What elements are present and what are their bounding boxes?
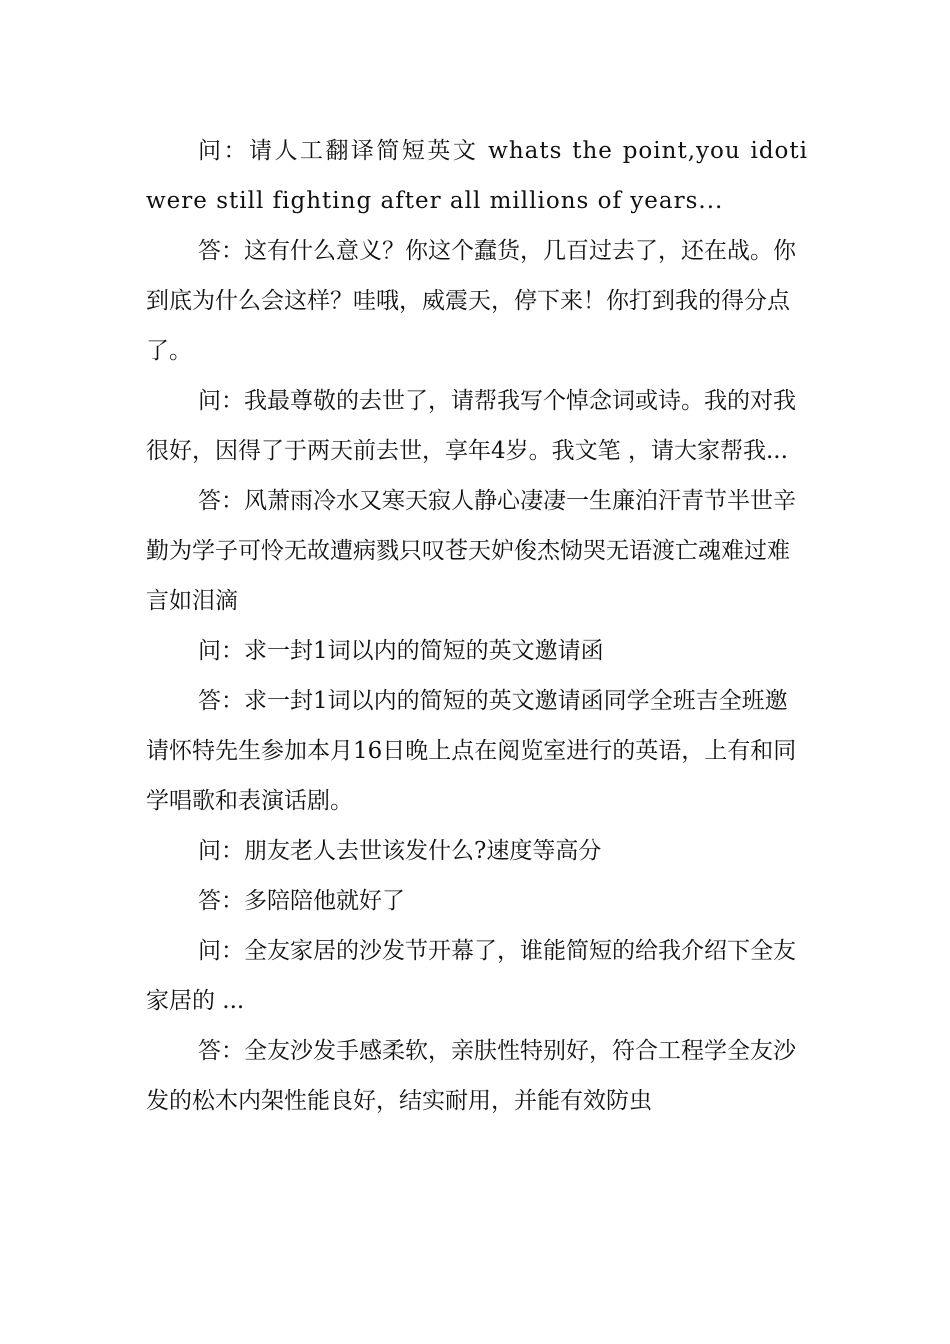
document-body xyxy=(146,126,808,1126)
answer-paragraph: 答：这有什么意义？你这个蠢货，几百过去了，还在战。你到底为什么会这样？哇哦，威震天，停下来！你打到我的得分点了。 xyxy=(146,238,796,364)
answer-paragraph: 答：风萧雨冷水又寒天寂人静心凄凄一生廉泊汗青节半世辛勤为学子可怜无故遭病戮只叹苍天妒俊杰恸哭无语渡亡魂难过难言如泪滴 xyxy=(146,488,796,614)
question-paragraph: 问：全友家居的沙发节开幕了，谁能简短的给我介绍下全友家居的 ... xyxy=(146,938,796,1014)
question-paragraph: 问：朋友老人去世该发什么?速度等高分 xyxy=(198,838,602,864)
answer-paragraph: 答：多陪陪他就好了 xyxy=(198,888,405,914)
answer-paragraph: 答：全友沙发手感柔软，亲肤性特别好，符合工程学全友沙发的松木内架性能良好，结实耐用，并能有效防虫 xyxy=(146,1038,796,1114)
question-paragraph: 问：请人工翻译简短英文 whats the point,you idoti were still fighting after all millions of years... xyxy=(146,138,808,214)
question-paragraph: 问：求一封1词以内的简短的英文邀请函 xyxy=(198,638,604,664)
question-paragraph: 问：我最尊敬的去世了，请帮我写个悼念词或诗。我的对我很好，因得了于两天前去世，享年4岁。我文笔 ，请大家帮我... xyxy=(146,388,796,464)
answer-paragraph: 答：求一封1词以内的简短的英文邀请函同学全班吉全班邀请怀特先生参加本月16日晚上点在阅览室进行的英语，上有和同学唱歌和表演话剧。 xyxy=(146,688,797,814)
